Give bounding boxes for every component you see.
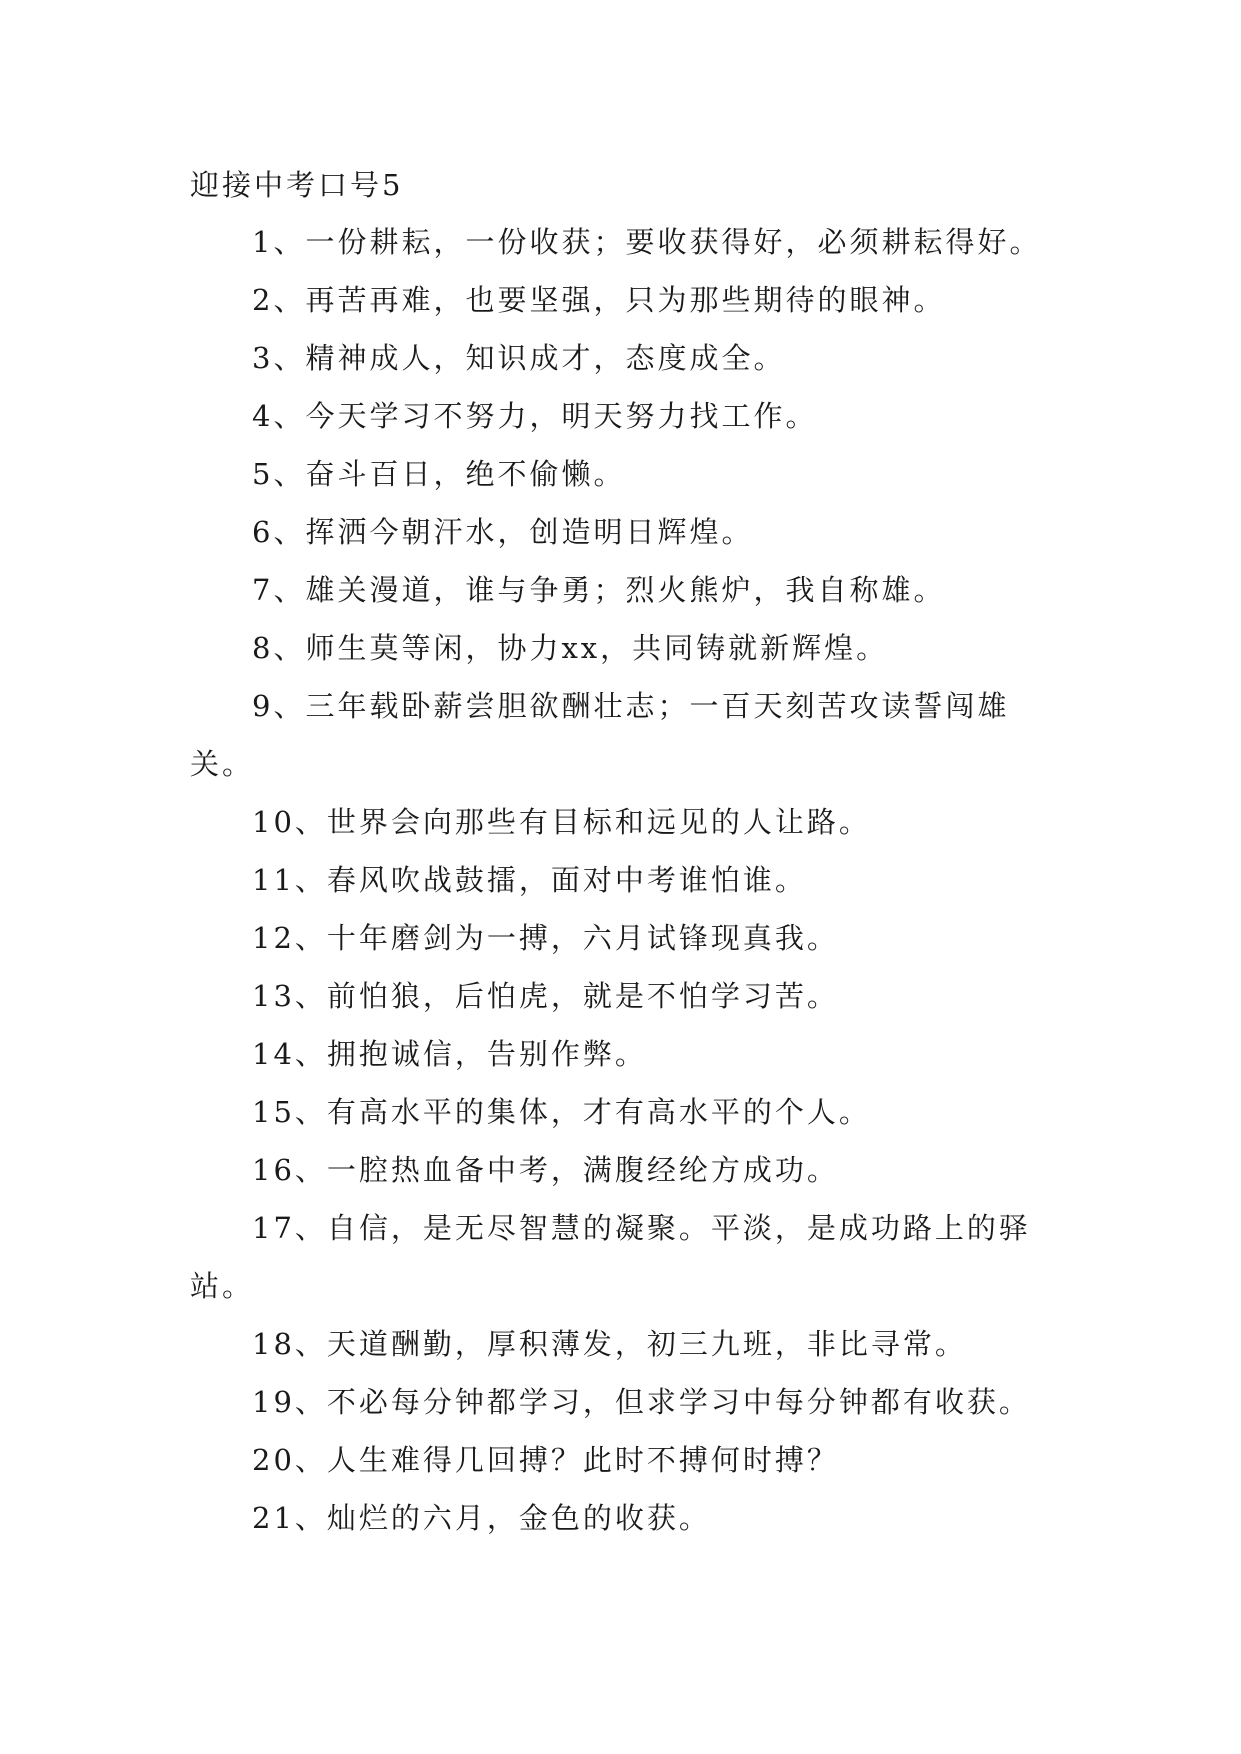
slogan-item: 6、挥洒今朝汗水，创造明日辉煌。 (252, 515, 754, 549)
slogan-item: 5、奋斗百日，绝不偷懒。 (252, 457, 626, 491)
slogan-item: 13、前怕狼，后怕虎，就是不怕学习苦。 (252, 979, 839, 1013)
slogan-item: 16、一腔热血备中考，满腹经纶方成功。 (252, 1153, 839, 1187)
slogan-item: 11、春风吹战鼓擂，面对中考谁怕谁。 (252, 863, 807, 897)
slogan-item: 7、雄关漫道，谁与争勇；烈火熊炉，我自称雄。 (252, 573, 946, 607)
slogan-item: 1、一份耕耘，一份收获；要收获得好，必须耕耘得好。 (252, 225, 1042, 259)
slogan-item: 20、人生难得几回搏？此时不搏何时搏？ (252, 1443, 839, 1477)
slogan-item: 9、三年载卧薪尝胆欲酬壮志；一百天刻苦攻读誓闯雄关。 (190, 689, 1010, 781)
slogan-item: 17、自信，是无尽智慧的凝聚。平淡，是成功路上的驿站。 (190, 1211, 1031, 1303)
slogan-item: 21、灿烂的六月，金色的收获。 (252, 1501, 711, 1535)
slogan-item: 2、再苦再难，也要坚强，只为那些期待的眼神。 (252, 283, 946, 317)
slogan-item: 15、有高水平的集体，才有高水平的个人。 (252, 1095, 871, 1129)
slogan-item: 8、师生莫等闲，协力xx，共同铸就新辉煌。 (252, 631, 889, 665)
slogan-list (190, 213, 1070, 1547)
slogan-item: 3、精神成人，知识成才，态度成全。 (252, 341, 786, 375)
slogan-item: 4、今天学习不努力，明天努力找工作。 (252, 399, 818, 433)
slogan-item: 12、十年磨剑为一搏，六月试锋现真我。 (252, 921, 839, 955)
slogan-item: 18、天道酬勤，厚积薄发，初三九班，非比寻常。 (252, 1327, 967, 1361)
slogan-item: 10、世界会向那些有目标和远见的人让路。 (252, 805, 871, 839)
slogan-item: 14、拥抱诚信，告别作弊。 (252, 1037, 647, 1071)
document-title: 迎接中考口号5 (190, 168, 404, 202)
slogan-item: 19、不必每分钟都学习，但求学习中每分钟都有收获。 (252, 1385, 1031, 1419)
